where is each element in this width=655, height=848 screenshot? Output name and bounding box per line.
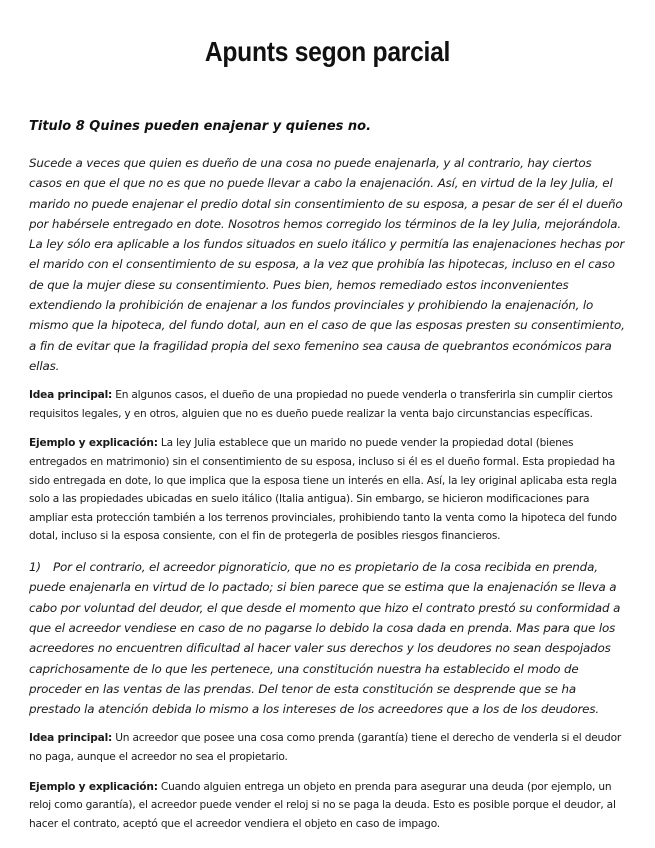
example-note [29, 434, 627, 546]
example-text-2: Cuando alguien entrega un objeto en prenda para asegurar una deuda (por ejemplo, un reloj como garantía), el acreedor puede vender el reloj si no se paga la deuda. Esto es posible porque el deudor, al hacer el contrato, aceptó que el acreedor vendiera el objeto en caso de impago. [29, 780, 616, 830]
section-heading: Titulo 8 Quines pueden enajenar y quienes no. [29, 119, 372, 134]
source-paragraph-item-1 [29, 557, 627, 719]
main-idea-note [29, 386, 627, 423]
example-label: Ejemplo y explicación: [29, 437, 158, 450]
document-title: Apunts segon parcial [204, 36, 451, 67]
document-body [29, 117, 627, 844]
item-text: Por el contrario, el acreedor pignoraticio, que no es propietario de la cosa recibida en prenda, puede enajenarla en virtud de lo pactado; si bien parece que se estima que la enajenación se lleva a cabo por voluntad del deudor, el que desde el momento que hizo el contrato prestó su conformidad a que el acreedor vendiese en caso de no pagarse lo debido la cosa dada en prenda. Mas para que los acreedores no encuentren dificultad al hacer valer sus derechos y los deudores no sean despojados caprichosamente de lo que les pertenece, una constitución nuestra ha establecido el modo de proceder en las ventas de las prendas. Del tenor de esta constitución se desprende que se ha prestado la atención debida lo mismo a los intereses de los acreedores que a los de los deudores. [29, 560, 621, 717]
source-paragraph-titulo-8: Sucede a veces que quien es dueño de una cosa no puede enajenarla, y al contrario, hay ciertos casos en que el que no es que no puede llevar a cabo la enajenación. Así, en virtud de la ley Julia, el marido no puede enajenar el predio dotal sin consentimiento de su esposa, a pesar de ser él el dueño por habérsele entregado en dote. Nosotros hemos corregido los términos de la ley Julia, mejorándola. La ley sólo era aplicable a los fundos situados en suelo itálico y permitía las enajenaciones hechas por el marido con el consentimiento de su esposa, a la vez que prohibía las hipotecas, incluso en el caso de que la mujer diese su consentimiento. Pues bien, hemos remediado estos inconvenientes extendiendo la prohibición de enajenar a los fundos provinciales y prohibiendo la enajenación, lo mismo que la hipoteca, del fundo dotal, aun en el caso de que las esposas presten su consentimiento, a fin de evitar que la fragilidad propia del sexo femenino sea causa de quebrantos económicos para ellas. [29, 156, 625, 373]
item-number: 1) [29, 560, 41, 575]
example-label-2: Ejemplo y explicación: [29, 780, 158, 793]
example-note-2 [29, 778, 627, 834]
main-idea-text: En algunos casos, el dueño de una propiedad no puede venderla o transferirla sin cumplir ciertos requisitos legales, y en otros, alguien que no es dueño puede realizar la venta bajo circunstancias específicas. [29, 389, 613, 420]
main-idea-label: Idea principal: [29, 389, 113, 402]
example-text: La ley Julia establece que un marido no puede vender la propiedad dotal (bienes entregados en matrimonio) sin el consentimiento de su esposa, incluso si él es el dueño formal. Esta propiedad ha sido entregada en dote, lo que implica que la esposa tiene un interés en ella. Así, la ley original aplicaba esta regla solo a las propiedades ubicadas en suelo itálico (Italia antigua). Sin embargo, se hicieron modificaciones para ampliar esta protección también a los terrenos provinciales, prohibiendo tanto la venta como la hipoteca del fundo dotal, incluso si la esposa consiente, con el fin de protegerla de posibles riesgos financieros. [29, 437, 617, 543]
main-idea-note-2 [29, 729, 627, 766]
main-idea-text-2: Un acreedor que posee una cosa como prenda (garantía) tiene el derecho de venderla si el deudor no paga, aunque el acreedor no sea el propietario. [29, 732, 622, 763]
main-idea-label-2: Idea principal: [29, 732, 113, 745]
